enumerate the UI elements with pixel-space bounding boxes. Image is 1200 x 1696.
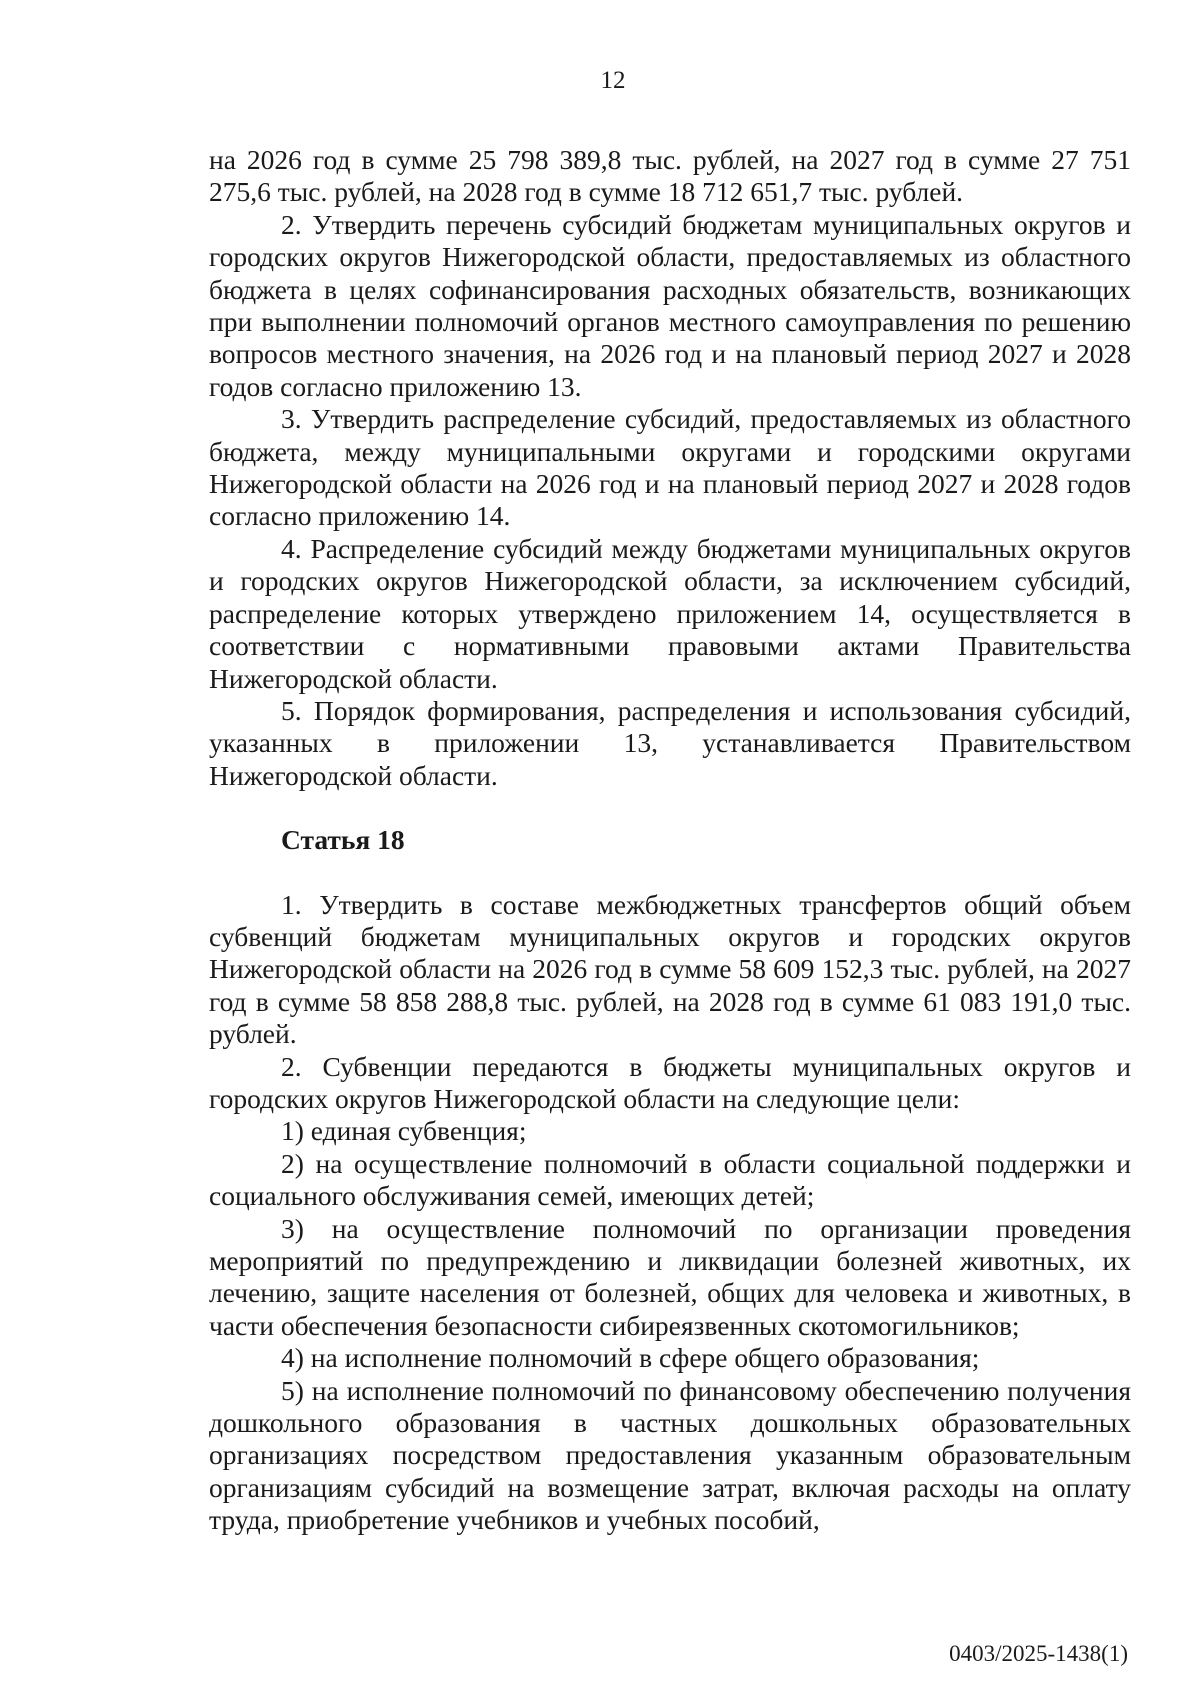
- document-body: [209, 144, 1131, 1537]
- page-number: 12: [600, 67, 626, 94]
- spacer: [209, 857, 1131, 889]
- spacer: [209, 792, 1131, 824]
- document-id: 0403/2025-1438(1): [949, 1641, 1128, 1666]
- list-item-1: 1) единая субвенция;: [281, 1115, 527, 1147]
- paragraph-item-3: 3. Утвердить распределение субсидий, предоставляемых из областного бюджета, между муниципальными округами и городскими округами Нижегородской области на 2026 год и на плановый период 2027 и 2028 годов согласно приложению 14.: [209, 403, 1131, 532]
- article-paragraph-1: 1. Утвердить в составе межбюджетных трансфертов общий объем субвенций бюджетам муниципальных округов и городских округов Нижегородской области на 2026 год в сумме 58 609 152,3 тыс. рублей, на 2027 год в сумме 58 858 288,8 тыс. рублей, на 2028 год в сумме 61 083 191,0 тыс. рублей.: [209, 888, 1131, 1050]
- paragraph-continuation: на 2026 год в сумме 25 798 389,8 тыс. рублей, на 2027 год в сумме 27 751 275,6 тыс. рублей, на 2028 год в сумме 18 712 651,7 тыс. рублей.: [209, 144, 1131, 208]
- list-item-5: 5) на исполнение полномочий по финансовому обеспечению получения дошкольного образования в частных дошкольных образовательных организациях посредством предоставления указанным образовательным организациям субсидий на возмещение затрат, включая расходы на оплату труда, приобретение учебников и учебных пособий,: [209, 1374, 1131, 1536]
- paragraph-item-4: 4. Распределение субсидий между бюджетами муниципальных округов и городских округов Нижегородской области, за исключением субсидий, распределение которых утверждено приложением 14, осуществляется в соответствии с нормативными правовыми актами Правительства Нижегородской области.: [209, 532, 1131, 694]
- list-item-2: 2) на осуществление полномочий в области социальной поддержки и социального обслуживания семей, имеющих детей;: [209, 1147, 1131, 1212]
- paragraph-item-2: 2. Утвердить перечень субсидий бюджетам муниципальных округов и городских округов Нижегородской области, предоставляемых из областного бюджета в целях софинансирования расходных обязательств, возникающих при выполнении полномочий органов местного самоуправления по решению вопросов местного значения, на 2026 год и на плановый период 2027 и 2028 годов согласно приложению 13.: [209, 208, 1131, 402]
- paragraph-item-5: 5. Порядок формирования, распределения и использования субсидий, указанных в приложении 13, устанавливается Правительством Нижегородской области.: [209, 694, 1131, 791]
- list-item-4: 4) на исполнение полномочий в сфере общего образования;: [281, 1342, 980, 1374]
- article-heading: Статья 18: [281, 824, 405, 856]
- list-item-3: 3) на осуществление полномочий по организации проведения мероприятий по предупреждению и ликвидации болезней животных, их лечению, защите населения от болезней, общих для человека и животных, в части обеспечения безопасности сибиреязвенных скотомогильников;: [209, 1212, 1131, 1341]
- article-paragraph-2: 2. Субвенции передаются в бюджеты муниципальных округов и городских округов Нижегородской области на следующие цели:: [209, 1050, 1131, 1114]
